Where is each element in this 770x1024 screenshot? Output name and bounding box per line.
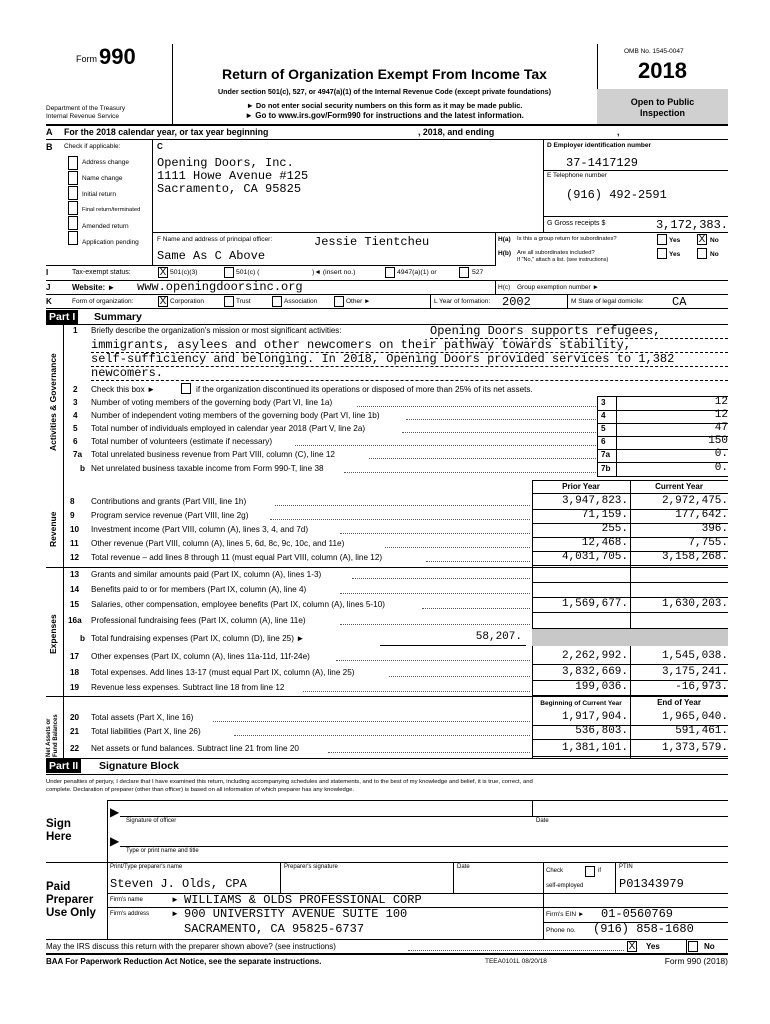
fin-line-number: 10 [70,525,80,534]
form-code: TEEA0101L 08/20/18 [485,958,547,965]
fin-prior-value: 536,803. [575,725,628,737]
tax-year: 2018 [638,58,687,83]
gross-receipts-label: G Gross receipts $ [547,220,606,227]
gov-line-value: 12 [714,396,728,408]
year-formation-label: L Year of formation: [434,298,491,305]
side-net-assets: Net Assets or [46,718,52,757]
corporation-checkbox[interactable]: X [159,296,167,307]
ha-yes-checkbox[interactable] [657,234,667,245]
row-a-comma: , [617,127,620,137]
status-527-checkbox[interactable] [459,267,469,278]
fin-prior-value: 199,036. [575,681,628,693]
side-activities-governance: Activities & Governance [48,353,58,451]
hb-no-label: No [710,251,719,258]
discuss-yes-label: Yes [646,942,660,951]
status-501c-checkbox[interactable] [224,267,234,278]
preparer-name-label: Print/Type preparer's name [110,864,183,870]
fin-line-text: Salaries, other compensation, employee benefits (Part IX, column (A), lines 5-10) [91,600,385,609]
if-label: if [598,868,601,874]
website-label: Website: ► [72,283,116,292]
principal-officer-label: F Name and address of principal officer: [157,236,273,243]
check-label: Check [546,868,564,874]
hb-label: H(b) [498,250,511,257]
name-arrow-icon: ▶ [110,834,120,848]
ha-no-label: No [710,237,719,244]
website-value[interactable]: www.openingdoorsinc.org [137,280,303,294]
corporation-label: Corporation [170,298,204,305]
status-501c3-label: 501(c)(3) [170,269,198,276]
fin-line-number: 21 [70,727,80,736]
fin-line-number: 9 [70,511,75,520]
open-to-public: Open to Public [630,97,695,107]
trust-label: Trust [236,298,251,305]
firm-address-label: Firm's address [110,911,150,917]
current-year-header: Current Year [655,482,703,491]
gov-line-text: Total unrelated business revenue from Part VIII, column (C), line 12 [91,450,335,459]
ein-value: 37-1417129 [566,156,639,170]
gov-line-number: 7a [73,450,83,459]
use-only-label: Use Only [46,907,96,919]
line2-text: Check this box ► [91,385,156,394]
form-of-org-label: Form of organization: [72,298,134,305]
fin-prior-value: 1,569,677. [561,598,628,610]
fin-line-number: 22 [70,744,80,753]
notice-ssn: ► Do not enter social security numbers on this form as it may be made public. [246,101,523,110]
fin-prior-value: 255. [601,523,628,535]
fin-line-text: Revenue less expenses. Subtract line 18 from line 12 [91,683,285,692]
firm-ein: 01-0560769 [601,907,674,921]
check-applicable-label: Check if applicable: [64,143,121,150]
preparer-label: Preparer [46,894,94,906]
line2-text-cont: if the organization discontinued its operations or disposed of more than 25% of its net assets. [196,385,533,394]
amended-return-checkbox[interactable] [68,216,78,230]
ha-no-checkbox[interactable]: X [698,234,706,245]
here-label: Here [46,831,72,843]
phone-value: (916) 492-2591 [566,188,667,202]
name-change-label: Name change [82,175,123,182]
fin-prior-value: 1,917,904. [561,711,628,723]
line1-text: Briefly describe the organization's mission or most significant activities: [91,326,342,335]
fin-line-text: Program service revenue (Part VIII, line 2g) [91,511,249,520]
prior-year-header: Prior Year [562,482,600,491]
application-pending-checkbox[interactable] [68,231,78,245]
fin-line-number: 16a [68,616,82,625]
status-501c-label: 501(c) ( [236,269,260,276]
gov-line-box: 7b [601,464,611,473]
side-expenses: Expenses [48,614,58,654]
discuss-no-checkbox[interactable] [688,941,698,952]
fin-current-value: 1,545,038. [661,650,728,662]
ha-text: Is this a group return for subordinates? [517,236,617,242]
part2-title: Signature Block [99,760,179,772]
paid-label: Paid [46,881,71,893]
dept-line2: Internal Revenue Service [46,113,119,120]
baa-notice: BAA For Paperwork Reduction Act Notice, see the separate instructions. [46,957,322,966]
fin-line-number: 19 [70,683,80,692]
hc-label: H(c) [498,284,511,291]
ein-label: D Employer identification number [547,142,652,149]
principal-officer-name: Jessie Tientcheu [314,235,430,249]
omb-number: OMB No. 1545-0047 [624,48,684,55]
end-year-header: End of Year [657,698,701,707]
fin-line-number: 12 [70,553,80,562]
final-return-label: Final return/terminated [82,207,141,213]
status-501c3-checkbox[interactable]: X [159,267,167,278]
fin-line-number: 20 [70,713,80,722]
fin-line-text: Grants and similar amounts paid (Part IX, column (A), lines 1-3) [91,570,322,579]
fin-current-value: 396. [701,523,728,535]
sign-arrow-icon: ▶ [110,805,120,819]
fin-line-text: Total assets (Part X, line 16) [91,713,194,722]
gov-line-value: 0. [714,448,728,460]
fin-line-number: 8 [70,497,75,506]
section-b-letter: B [46,142,53,152]
fin-line-text: Total liabilities (Part X, line 26) [91,727,201,736]
fin-prior-value: 3,947,823. [561,495,628,507]
status-527-label: 527 [472,269,484,276]
firm-address-arrow: ► [171,909,179,918]
gov-line-number: 5 [73,424,78,433]
name-change-checkbox[interactable] [68,171,78,185]
row-i-letter: I [46,268,49,277]
mission-line1: Opening Doors supports refugees, [430,324,661,338]
fin-current-value: 1,965,040. [661,711,728,723]
gov-line-text: Total number of volunteers (estimate if necessary) [91,437,273,446]
status-insert-label: )◄ (insert no.) [312,269,356,276]
inspection-label: Inspection [639,108,685,118]
part1-title: Summary [94,311,142,323]
mission-line3: self-sufficiency and belonging. In 2018, Opening Doors provided services to 1,382 [91,352,675,366]
gov-line-value: 47 [714,422,728,434]
fin-prior-value: 2,262,992. [561,650,628,662]
preparer-date-label: Date [457,864,470,870]
mission-line4: newcomers. [91,366,164,380]
fin-prior-value: 1,381,101. [561,742,628,754]
fin-line-number: 18 [70,668,80,677]
fin-line-number: 14 [70,585,80,594]
fin-line-number: 13 [70,570,80,579]
other-org-label: Other ► [346,298,371,305]
fin-prior-value: 3,832,669. [561,666,628,678]
firm-name: WILLIAMS & OLDS PROFESSIONAL CORP [184,893,422,907]
ha-label: H(a) [498,236,511,243]
gross-receipts-value: 3,172,383. [655,218,728,232]
type-name-label: Type or print name and title [126,848,199,854]
fin-line-text: Contributions and grants (Part VIII, line 1h) [91,497,247,506]
address-change-label: Address change [82,159,129,166]
gov-line-box: 7a [601,450,611,459]
discontinued-checkbox[interactable] [181,383,191,394]
signature-date-label: Date [536,818,549,824]
fin-current-value: 3,175,241. [661,666,728,678]
state-domicile-label: M State of legal domicile: [571,298,644,305]
gov-line-value: 150 [708,435,728,447]
ptin-label: PTIN [619,864,633,870]
preparer-ptin: P01343979 [619,877,684,891]
tax-exempt-label: Tax-exempt status: [72,269,131,276]
fin-line-text: Investment income (Part VIII, column (A), lines 3, 4, and 7d) [91,525,309,534]
fin-line-number: 11 [70,539,79,548]
org-address1: 1111 Howe Avenue #125 [157,169,309,183]
fin-line-number: 17 [70,652,80,661]
fin-current-value: 7,755. [688,537,728,549]
side-fund-balances: Fund Balances [53,714,59,757]
gov-line-box: 3 [601,398,606,407]
fin-current-value: 2,972,475. [661,495,728,507]
fin-line-text: Other revenue (Part VIII, column (A), lines 5, 6d, 8c, 9c, 10c, and 11e) [91,539,345,548]
fin-line-text: Total revenue – add lines 8 through 11 (must equal Part VIII, column (A), line 12) [91,553,383,562]
row-j-letter: J [46,283,51,292]
fin-current-value: 177,642. [675,509,728,521]
firm-name-label: Firm's name [110,897,143,903]
row-a-letter: A [46,127,53,137]
penalty-text2: complete. Declaration of preparer (other than officer) is based on all information of which preparer has any knowledge. [46,787,355,793]
application-pending-label: Application pending [82,239,139,246]
firm-address1: 900 UNIVERSITY AVENUE SUITE 100 [184,907,408,921]
discuss-no-label: No [704,942,715,951]
self-employed-label: self-employed [546,883,584,889]
state-domicile-value: CA [672,295,687,309]
org-address2: Sacramento, CA 95825 [157,182,302,196]
self-employed-checkbox[interactable] [585,866,595,877]
form-footer: Form 990 (2018) [664,956,728,966]
part1-tag: Part I [46,310,78,324]
penalty-text1: Under penalties of perjury, I declare that I have examined this return, including accompanying schedules and statements, and to the best of my knowledge and belief, it is true, correct, and [46,779,533,785]
final-return-checkbox[interactable] [68,201,78,215]
gov-line-number: 6 [73,437,78,446]
fin-line-text: Total expenses. Add lines 13-17 (must equal Part IX, column (A), line 25) [91,668,355,677]
form-title: Return of Organization Exempt From Income Tax [222,66,547,82]
gov-line-number: 3 [73,398,78,407]
fin-line-text: Professional fundraising fees (Part IX, column (A), line 11e) [91,616,306,625]
gov-line-value: 12 [714,409,728,421]
gov-line-text: Number of voting members of the governing body (Part VI, line 1a) [91,398,333,407]
initial-return-label: Initial return [82,191,116,198]
irs-discuss-text: May the IRS discuss this return with the preparer shown above? (see instructions) [46,942,336,951]
phone-label: E Telephone number [547,172,607,179]
signature-officer-field[interactable] [122,802,530,815]
address-change-checkbox[interactable] [68,156,78,170]
fin-line-text: Net assets or fund balances. Subtract line 21 from line 20 [91,744,299,753]
mission-line2: immigrants, asylees and other newcomers on their pathway towards stability, [91,338,632,352]
fin-current-value: -16,973. [675,681,728,693]
form-number: 990 [99,44,136,69]
ha-yes-label: Yes [669,237,681,244]
association-label: Association [284,298,318,305]
other-org-checkbox[interactable] [334,296,344,307]
amended-return-label: Amended return [82,223,129,230]
line1-number: 1 [73,326,78,335]
org-name: Opening Doors, Inc. [157,156,294,170]
gov-line-text: Number of independent voting members of the governing body (Part VI, line 1b) [91,411,380,420]
fin-current-value: 1,630,203. [661,598,728,610]
firm-phone-label: Phone no. [546,927,576,934]
begin-year-header: Beginning of Current Year [540,700,622,707]
hb-note: If "No," attach a list. (see instructions) [517,257,609,263]
fin-prior-value: 71,159. [581,509,628,521]
hb-no-checkbox[interactable] [697,248,707,259]
part2-tag: Part II [46,759,81,773]
row-a-ending: , 2018, and ending [418,127,495,137]
hc-text: Group exemption number ► [517,284,599,291]
sign-label: Sign [46,818,71,830]
gov-line-box: 6 [601,437,606,446]
fin-line-text: Other expenses (Part IX, column (A), lines 11a-11d, 11f-24e) [91,652,310,661]
fin-current-value: 1,373,579. [661,742,728,754]
notice-website: ► Go to www.irs.gov/Form990 for instructions and the latest information. [245,111,524,120]
firm-phone: (916) 858-1680 [593,922,694,936]
section-c-letter: C [157,142,163,151]
row-a-text: For the 2018 calendar year, or tax year beginning [64,127,269,137]
side-revenue: Revenue [48,511,58,547]
hb-text: Are all subordinates included? [517,250,595,256]
association-checkbox[interactable] [272,296,282,307]
gov-line-box: 5 [601,424,606,433]
gov-line-text: Total number of individuals employed in calendar year 2018 (Part V, line 2a) [91,424,366,433]
gov-line-text: Net unrelated business taxable income from Form 990-T, line 38 [91,464,324,473]
fin-current-value: 591,461. [675,725,728,737]
preparer-name: Steven J. Olds, CPA [110,877,247,891]
line2-number: 2 [73,385,78,394]
trust-checkbox[interactable] [224,296,234,307]
status-4947-label: 4947(a)(1) or [397,269,437,276]
gov-line-number: 4 [73,411,78,420]
principal-officer-address: Same As C Above [157,249,266,263]
gov-line-number: b [80,464,86,473]
dept-line1: Department of the Treasury [46,105,126,112]
fin-current-value: 3,158,268. [661,551,728,563]
status-4947-checkbox[interactable] [385,267,395,278]
signature-officer-label: Signature of officer [126,818,177,824]
line16b-value: 58,207. [475,631,522,643]
hb-yes-label: Yes [669,251,681,258]
fin-prior-value: 4,031,705. [561,551,628,563]
gov-line-box: 4 [601,411,606,420]
year-formation-value: 2002 [502,295,531,309]
firm-name-arrow: ► [171,895,179,904]
firm-ein-label: Firm's EIN ► [546,911,585,918]
line16b-number: b [80,634,86,643]
discuss-yes-checkbox[interactable]: X [628,941,636,952]
hb-yes-checkbox[interactable] [657,248,667,259]
row-k-letter: K [46,297,52,306]
form-subtitle: Under section 501(c), 527, or 4947(a)(1) of the Internal Revenue Code (except private foundations) [217,87,552,96]
preparer-sig-label: Preparer's signature [284,864,338,870]
fin-prior-value: 12,468. [581,537,628,549]
firm-address2: SACRAMENTO, CA 95825-6737 [184,922,365,936]
fin-line-text: Benefits paid to or for members (Part IX, column (A), line 4) [91,585,307,594]
initial-return-checkbox[interactable] [68,186,78,200]
gov-line-value: 0. [714,462,728,474]
line16b-text: Total fundraising expenses (Part IX, column (D), line 25) ► [91,634,305,643]
fin-line-number: 15 [70,600,80,609]
form-label: Form [76,54,97,64]
